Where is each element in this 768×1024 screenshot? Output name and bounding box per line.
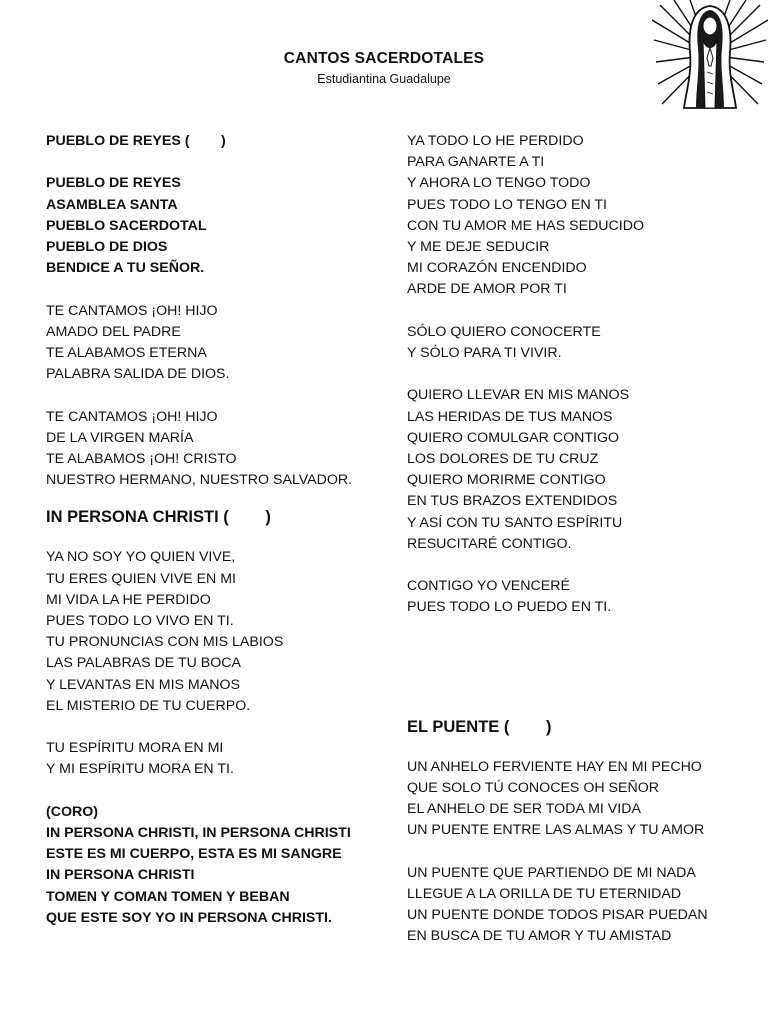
lyric-line: PUES TODO LO TENGO EN TI: [407, 196, 607, 213]
lyric-line: Y ME DEJE SEDUCIR: [407, 239, 550, 256]
chorus-in-persona-christi: [46, 802, 376, 929]
lyric-line: TU PRONUNCIAS CON MIS LABIOS: [46, 634, 284, 651]
lyric-line: YA NO SOY YO QUIEN VIVE,: [46, 549, 236, 566]
lyric-line: MI VIDA LA HE PERDIDO: [46, 591, 211, 608]
lyric-line: QUIERO LLEVAR EN MIS MANOS: [407, 387, 630, 404]
lyric-line: NUESTRO HERMANO, NUESTRO SALVADOR.: [46, 472, 353, 489]
lyric-line: TOMEN Y COMAN TOMEN Y BEBAN: [46, 888, 290, 905]
lyric-line: QUIERO MORIRME CONTIGO: [407, 472, 606, 489]
lyric-line: DE LA VIRGEN MARÍA: [46, 429, 194, 446]
lyric-line: UN PUENTE DONDE TODOS PISAR PUEDAN: [407, 907, 708, 924]
left-column: [46, 131, 376, 929]
lyric-line: TU ESPÍRITU MORA EN MI: [46, 740, 224, 757]
lyric-line: LAS PALABRAS DE TU BOCA: [46, 655, 242, 672]
lyric-line: LOS DOLORES DE TU CRUZ: [407, 451, 599, 468]
lyric-line: PUES TODO LO VIVO EN TI.: [46, 613, 234, 630]
lyric-line: PUEBLO DE REYES: [46, 175, 181, 192]
song-title-pueblo-de-reyes: PUEBLO DE REYES ( ): [46, 133, 226, 149]
lyric-line: EL ANHELO DE SER TODA MI VIDA: [407, 801, 641, 818]
stanza: [46, 738, 376, 780]
virgin-of-guadalupe-image: [652, 0, 768, 110]
song-title-in-persona-christi: IN PERSONA CHRISTI ( ): [46, 508, 271, 527]
lyric-line: Y AHORA LO TENGO TODO: [407, 175, 591, 192]
stanza: [407, 131, 737, 301]
lyric-line: QUIERO COMULGAR CONTIGO: [407, 429, 620, 446]
stanza: [46, 407, 376, 492]
lyric-line: YA TODO LO HE PERDIDO: [407, 133, 584, 149]
lyric-line: TE ALABAMOS ETERNA: [46, 345, 207, 361]
song-title-el-puente: EL PUENTE ( ): [407, 717, 552, 736]
lyric-line: Y MI ESPÍRITU MORA EN TI.: [46, 761, 234, 778]
lyric-line: TE CANTAMOS ¡OH! HIJO: [46, 408, 218, 425]
lyric-line: PARA GANARTE A TI: [407, 154, 545, 171]
stanza: [407, 322, 737, 364]
lyric-line: UN PUENTE ENTRE LAS ALMAS Y TU AMOR: [407, 822, 705, 839]
lyric-line: UN ANHELO FERVIENTE HAY EN MI PECHO: [407, 758, 702, 775]
document-title: CANTOS SACERDOTALES: [283, 50, 485, 67]
lyric-line: PUES TODO LO PUEDO EN TI.: [407, 599, 612, 616]
lyric-line: LLEGUE A LA ORILLA DE TU ETERNIDAD: [407, 885, 682, 902]
lyric-line: MI CORAZÓN ENCENDIDO: [407, 260, 587, 277]
lyric-line: QUE SOLO TÚ CONOCES OH SEÑOR: [407, 779, 660, 796]
stanza: [407, 385, 737, 555]
right-column: [407, 131, 737, 947]
document-subtitle: Estudiantina Guadalupe: [317, 72, 451, 86]
lyric-line: EN BUSCA DE TU AMOR Y TU AMISTAD: [407, 928, 672, 945]
lyric-line: SÓLO QUIERO CONOCERTE: [407, 323, 601, 340]
chorus-pueblo-de-reyes: [46, 173, 376, 279]
lyric-line: IN PERSONA CHRISTI: [46, 867, 195, 884]
lyric-line: AMADO DEL PADRE: [46, 323, 181, 340]
lyric-line: BENDICE A TU SEÑOR.: [46, 260, 205, 277]
lyric-line: EN TUS BRAZOS EXTENDIDOS: [407, 493, 618, 510]
lyric-line: UN PUENTE QUE PARTIENDO DE MI NADA: [407, 864, 696, 881]
lyric-line: Y ASÍ CON TU SANTO ESPÍRITU: [407, 514, 623, 531]
lyric-line: RESUCITARÉ CONTIGO.: [407, 535, 572, 552]
lyric-line: QUE ESTE SOY YO IN PERSONA CHRISTI.: [46, 909, 332, 926]
stanza: [407, 863, 737, 948]
lyric-line: Y SÓLO PARA TI VIVIR.: [407, 345, 562, 362]
lyric-line: Y LEVANTAS EN MIS MANOS: [46, 676, 240, 693]
lyric-line: ARDE DE AMOR POR TI: [407, 281, 567, 298]
lyric-line: IN PERSONA CHRISTI, IN PERSONA CHRISTI: [46, 825, 351, 842]
lyric-line: CON TU AMOR ME HAS SEDUCIDO: [407, 217, 645, 234]
stanza: [407, 757, 737, 842]
stanza: [46, 547, 376, 717]
stanza: [46, 301, 376, 386]
lyric-line: TE ALABAMOS ¡OH! CRISTO: [46, 451, 237, 467]
lyric-line: LAS HERIDAS DE TUS MANOS: [407, 408, 613, 425]
lyric-line: EL MISTERIO DE TU CUERPO.: [46, 697, 251, 714]
lyric-line: ASAMBLEA SANTA: [46, 196, 178, 213]
lyric-line: CONTIGO YO VENCERÉ: [407, 578, 570, 595]
lyric-line: ESTE ES MI CUERPO, ESTA ES MI SANGRE: [46, 846, 342, 863]
lyric-line: PUEBLO DE DIOS: [46, 239, 168, 255]
lyric-line: PUEBLO SACERDOTAL: [46, 217, 207, 234]
lyric-line: PALABRA SALIDA DE DIOS.: [46, 366, 230, 383]
lyric-line: TU ERES QUIEN VIVE EN MI: [46, 570, 236, 587]
lyric-line: (CORO): [46, 803, 99, 820]
lyric-line: TE CANTAMOS ¡OH! HIJO: [46, 302, 218, 319]
stanza: [407, 576, 737, 618]
